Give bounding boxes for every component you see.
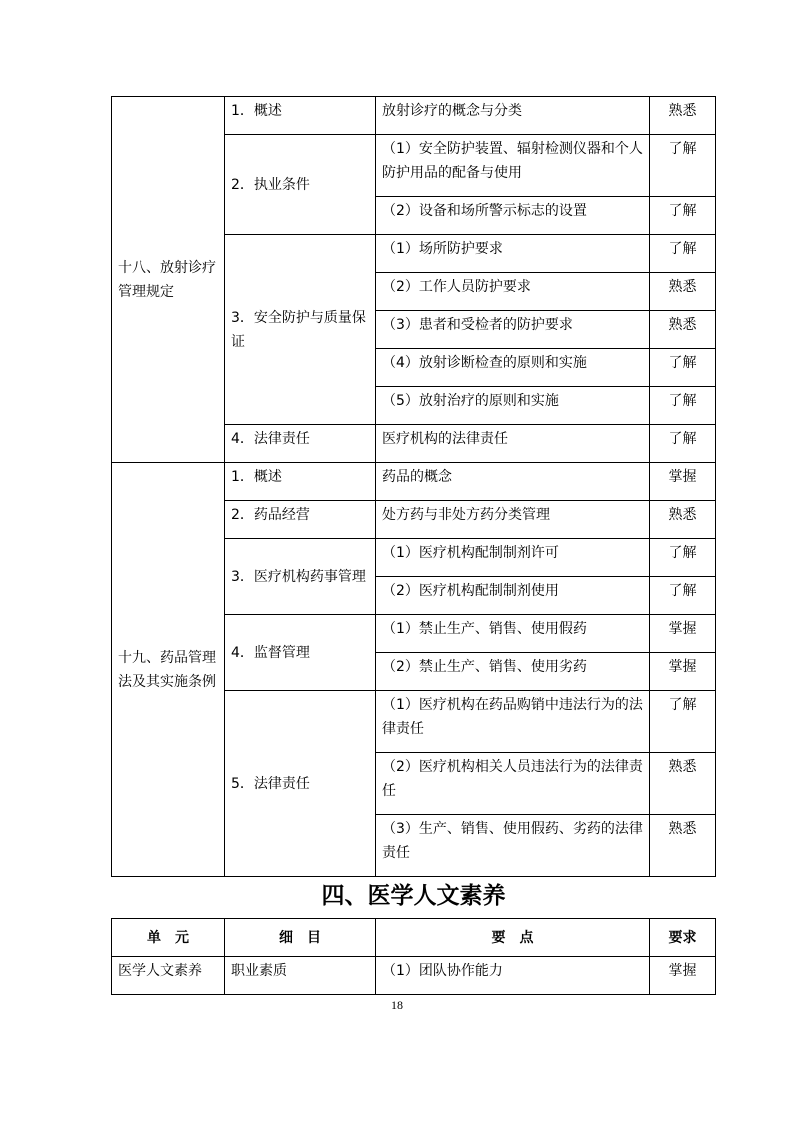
- requirement-cell: 掌握: [650, 463, 716, 501]
- point-cell: （3）患者和受检者的防护要求: [376, 311, 650, 349]
- point-cell: （1）团队协作能力: [376, 957, 650, 995]
- point-cell: （2）工作人员防护要求: [376, 273, 650, 311]
- regulation-table: [111, 96, 716, 877]
- header-point: 要 点: [376, 919, 650, 957]
- point-cell: （4）放射诊断检查的原则和实施: [376, 349, 650, 387]
- requirement-cell: 了解: [650, 235, 716, 273]
- requirement-cell: 了解: [650, 387, 716, 425]
- subitem-cell: 职业素质: [225, 957, 376, 995]
- point-cell: （2）设备和场所警示标志的设置: [376, 197, 650, 235]
- point-cell: （1）安全防护装置、辐射检测仪器和个人防护用品的配备与使用: [376, 135, 650, 197]
- point-cell: 药品的概念: [376, 463, 650, 501]
- unit-cell: 十八、放射诊疗管理规定: [112, 97, 225, 463]
- section-title: 四、医学人文素养: [321, 882, 506, 909]
- requirement-cell: 熟悉: [650, 273, 716, 311]
- requirement-cell: 熟悉: [650, 815, 716, 877]
- page-number: 18: [391, 998, 403, 1012]
- requirement-cell: 了解: [650, 135, 716, 197]
- point-cell: （2）禁止生产、销售、使用劣药: [376, 653, 650, 691]
- point-cell: （1）场所防护要求: [376, 235, 650, 273]
- requirement-cell: 熟悉: [650, 753, 716, 815]
- subitem-cell: 3．医疗机构药事管理: [225, 539, 376, 615]
- requirement-cell: 掌握: [650, 615, 716, 653]
- point-cell: （1）医疗机构在药品购销中违法行为的法律责任: [376, 691, 650, 753]
- header-subitem: 细 目: [225, 919, 376, 957]
- subitem-cell: 2．药品经营: [225, 501, 376, 539]
- requirement-cell: 了解: [650, 349, 716, 387]
- header-unit: 单 元: [112, 919, 225, 957]
- humanities-table: [111, 918, 716, 995]
- point-cell: （2）医疗机构配制制剂使用: [376, 577, 650, 615]
- point-cell: 医疗机构的法律责任: [376, 425, 650, 463]
- requirement-cell: 了解: [650, 197, 716, 235]
- point-cell: 处方药与非处方药分类管理: [376, 501, 650, 539]
- point-cell: 放射诊疗的概念与分类: [376, 97, 650, 135]
- requirement-cell: 了解: [650, 577, 716, 615]
- subitem-cell: 3．安全防护与质量保证: [225, 235, 376, 425]
- header-requirement: 要求: [650, 919, 716, 957]
- requirement-cell: 了解: [650, 425, 716, 463]
- subitem-cell: 1．概述: [225, 97, 376, 135]
- subitem-cell: 5．法律责任: [225, 691, 376, 877]
- unit-cell: 医学人文素养: [112, 957, 225, 995]
- point-cell: （3）生产、销售、使用假药、劣药的法律责任: [376, 815, 650, 877]
- subitem-cell: 1．概述: [225, 463, 376, 501]
- point-cell: （1）医疗机构配制制剂许可: [376, 539, 650, 577]
- point-cell: （2）医疗机构相关人员违法行为的法律责任: [376, 753, 650, 815]
- subitem-cell: 2．执业条件: [225, 135, 376, 235]
- point-cell: （1）禁止生产、销售、使用假药: [376, 615, 650, 653]
- requirement-cell: 熟悉: [650, 311, 716, 349]
- requirement-cell: 了解: [650, 691, 716, 753]
- unit-cell: 十九、药品管理法及其实施条例: [112, 463, 225, 877]
- requirement-cell: 掌握: [650, 957, 716, 995]
- requirement-cell: 掌握: [650, 653, 716, 691]
- subitem-cell: 4．法律责任: [225, 425, 376, 463]
- requirement-cell: 熟悉: [650, 501, 716, 539]
- requirement-cell: 了解: [650, 539, 716, 577]
- requirement-cell: 熟悉: [650, 97, 716, 135]
- point-cell: （5）放射治疗的原则和实施: [376, 387, 650, 425]
- subitem-cell: 4．监督管理: [225, 615, 376, 691]
